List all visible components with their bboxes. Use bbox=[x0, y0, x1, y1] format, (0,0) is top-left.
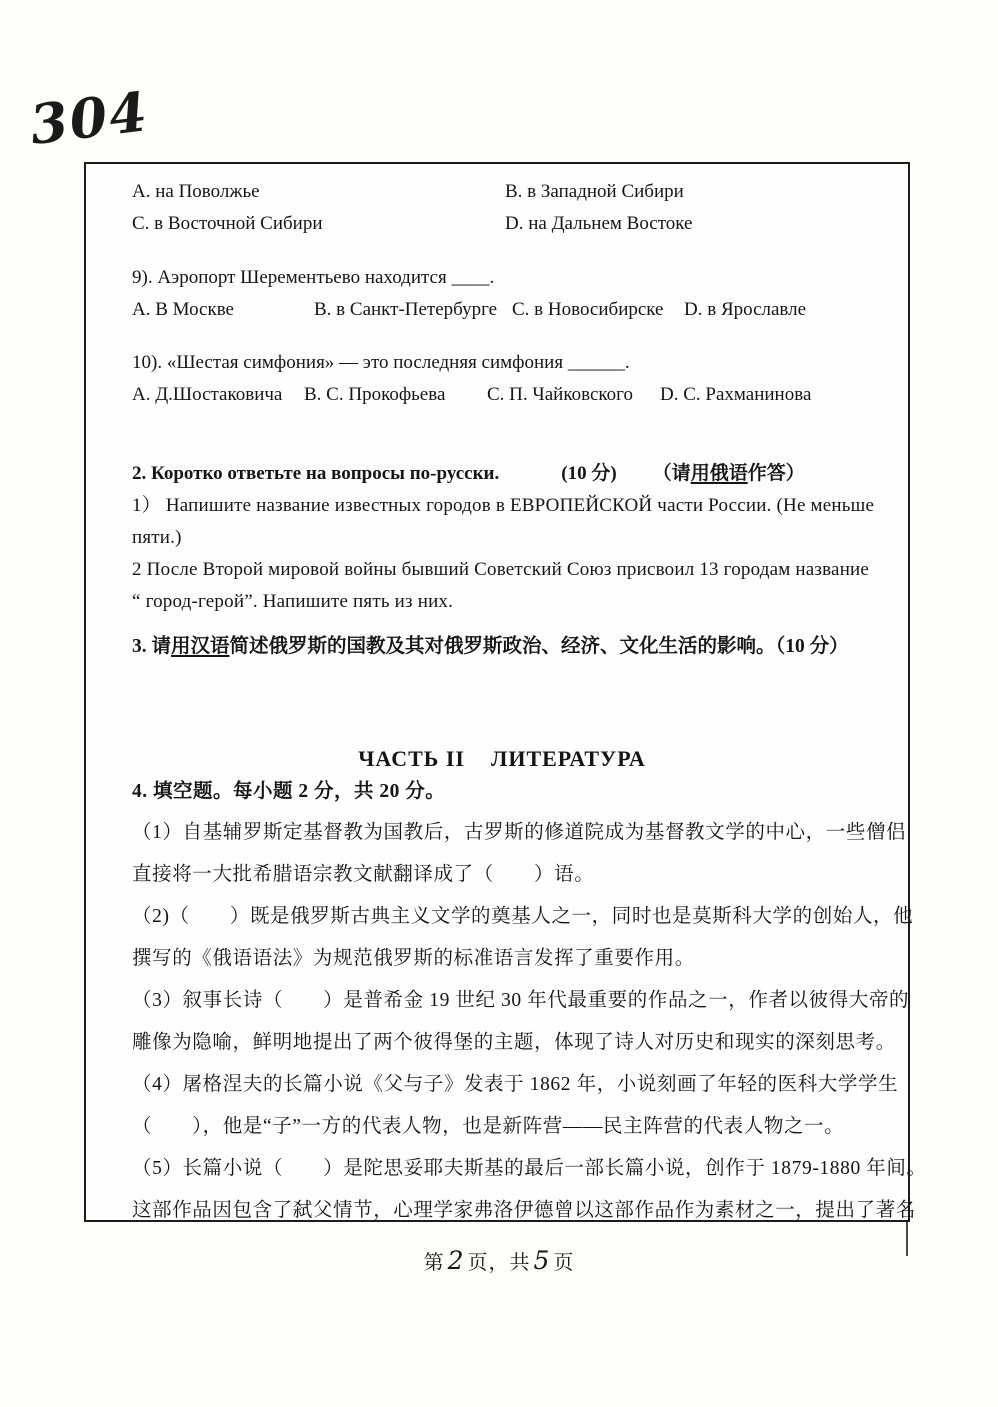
item-1-line-2: 直接将一大批希腊语宗教文献翻译成了（ ）语。 bbox=[132, 864, 595, 885]
question-2-line-4: “ город-герой”. Напишите пять из них. bbox=[132, 591, 454, 612]
option-a: A. В Москве bbox=[132, 299, 234, 320]
question-2-line-2: пяти.) bbox=[132, 527, 182, 548]
option-b: B. в Санкт-Петербурге bbox=[314, 299, 498, 320]
footer-page-number: 2 bbox=[447, 1246, 465, 1275]
option-a: A. на Поволжье bbox=[132, 181, 260, 202]
question-2-line-1: 1） Напишите название известных городов в ЕВРОПЕЙСКОЙ части России. (Не меньше bbox=[132, 495, 875, 516]
note-underlined: 用俄语 bbox=[690, 463, 748, 484]
option-d: D. на Дальнем Востоке bbox=[505, 213, 693, 234]
option-c: C. в Восточной Сибири bbox=[132, 213, 323, 234]
item-2-line-1: （2)（ ）既是俄罗斯古典主义文学的奠基人之一，同时也是莫斯科大学的创始人，他 bbox=[132, 906, 914, 927]
fill-in-blank-items bbox=[132, 812, 927, 1232]
question-3-rest: 简述俄罗斯的国教及其对俄罗斯政治、经济、文化生活的影响。（10 分） bbox=[229, 636, 849, 657]
question-3-underlined: 用汉语 bbox=[171, 636, 230, 657]
page-footer bbox=[0, 1246, 998, 1275]
question-9-options bbox=[132, 294, 872, 326]
question-3-prefix: 3. 请 bbox=[132, 636, 172, 657]
question-2-title: 2. Коротко ответьте на вопросы по-русски. bbox=[132, 463, 500, 484]
question-2-heading bbox=[132, 458, 872, 490]
question-4-heading: 4. 填空题。每小题 2 分，共 20 分。 bbox=[132, 781, 446, 802]
options-row-cd bbox=[132, 208, 872, 240]
note-close: 作答） bbox=[747, 463, 805, 484]
options-row-ab bbox=[132, 176, 872, 208]
handwritten-page-number: 304 bbox=[26, 79, 153, 157]
option-d: D. С. Рахманинова bbox=[660, 384, 812, 405]
question-2-points: (10 分) bbox=[561, 463, 617, 484]
item-5-line-2: 这部作品因包含了弑父情节，心理学家弗洛伊德曾以这部作品作为素材之一，提出了著名 bbox=[132, 1200, 916, 1221]
item-1-line-1: （1）自基辅罗斯定基督教为国教后，古罗斯的修道院成为基督教文学的中心，一些僧侣 bbox=[132, 822, 907, 843]
item-2-line-2: 撰写的《俄语语法》为规范俄罗斯的标准语言发挥了重要作用。 bbox=[132, 948, 695, 969]
option-a: A. Д.Шостаковича bbox=[132, 384, 283, 405]
note-open: （请 bbox=[652, 463, 691, 484]
option-c: C. в Новосибирске bbox=[512, 299, 664, 320]
question-9: 9). Аэропорт Шерементьево находится ____. bbox=[132, 267, 495, 288]
option-b: B. С. Прокофьева bbox=[304, 384, 446, 405]
exam-content-box bbox=[84, 162, 927, 1222]
item-5-line-1: （5）长篇小说（ ）是陀思妥耶夫斯基的最后一部长篇小说，创作于 1879-1880 年间。 bbox=[132, 1158, 927, 1179]
question-2-language-note bbox=[653, 458, 805, 490]
item-4-line-2: （ ），他是“子”一方的代表人物，也是新阵营——民主阵营的代表人物之一。 bbox=[132, 1116, 845, 1137]
footer-total-pages: 5 bbox=[533, 1246, 551, 1275]
item-3-line-1: （3）叙事长诗（ ）是普希金 19 世纪 30 年代最重要的作品之一，作者以彼得大帝的 bbox=[132, 990, 910, 1011]
part2-section-title: ЧАСТЬ II ЛИТЕРАТУРА bbox=[358, 746, 646, 771]
footer-prefix: 第 bbox=[423, 1252, 445, 1274]
question-10: 10). «Шестая симфония» — это последняя симфония ______. bbox=[132, 352, 630, 373]
item-3-line-2: 雕像为隐喻，鲜明地提出了两个彼得堡的主题，体现了诗人对历史和现实的深刻思考。 bbox=[132, 1032, 896, 1053]
option-b: B. в Западной Сибири bbox=[505, 181, 684, 202]
footer-suffix: 页 bbox=[553, 1252, 575, 1274]
option-d: D. в Ярославле bbox=[684, 299, 807, 320]
question-10-options bbox=[132, 379, 872, 411]
item-4-line-1: （4）屠格涅夫的长篇小说《父与子》发表于 1862 年，小说刻画了年轻的医科大学学生 bbox=[132, 1074, 899, 1095]
footer-middle: 页，共 bbox=[467, 1252, 531, 1274]
question-2-line-3: 2 После Второй мировой войны бывший Советский Союз присвоил 13 городам название bbox=[132, 559, 870, 580]
option-c: C. П. Чайковского bbox=[487, 384, 633, 405]
question-3 bbox=[132, 631, 872, 663]
